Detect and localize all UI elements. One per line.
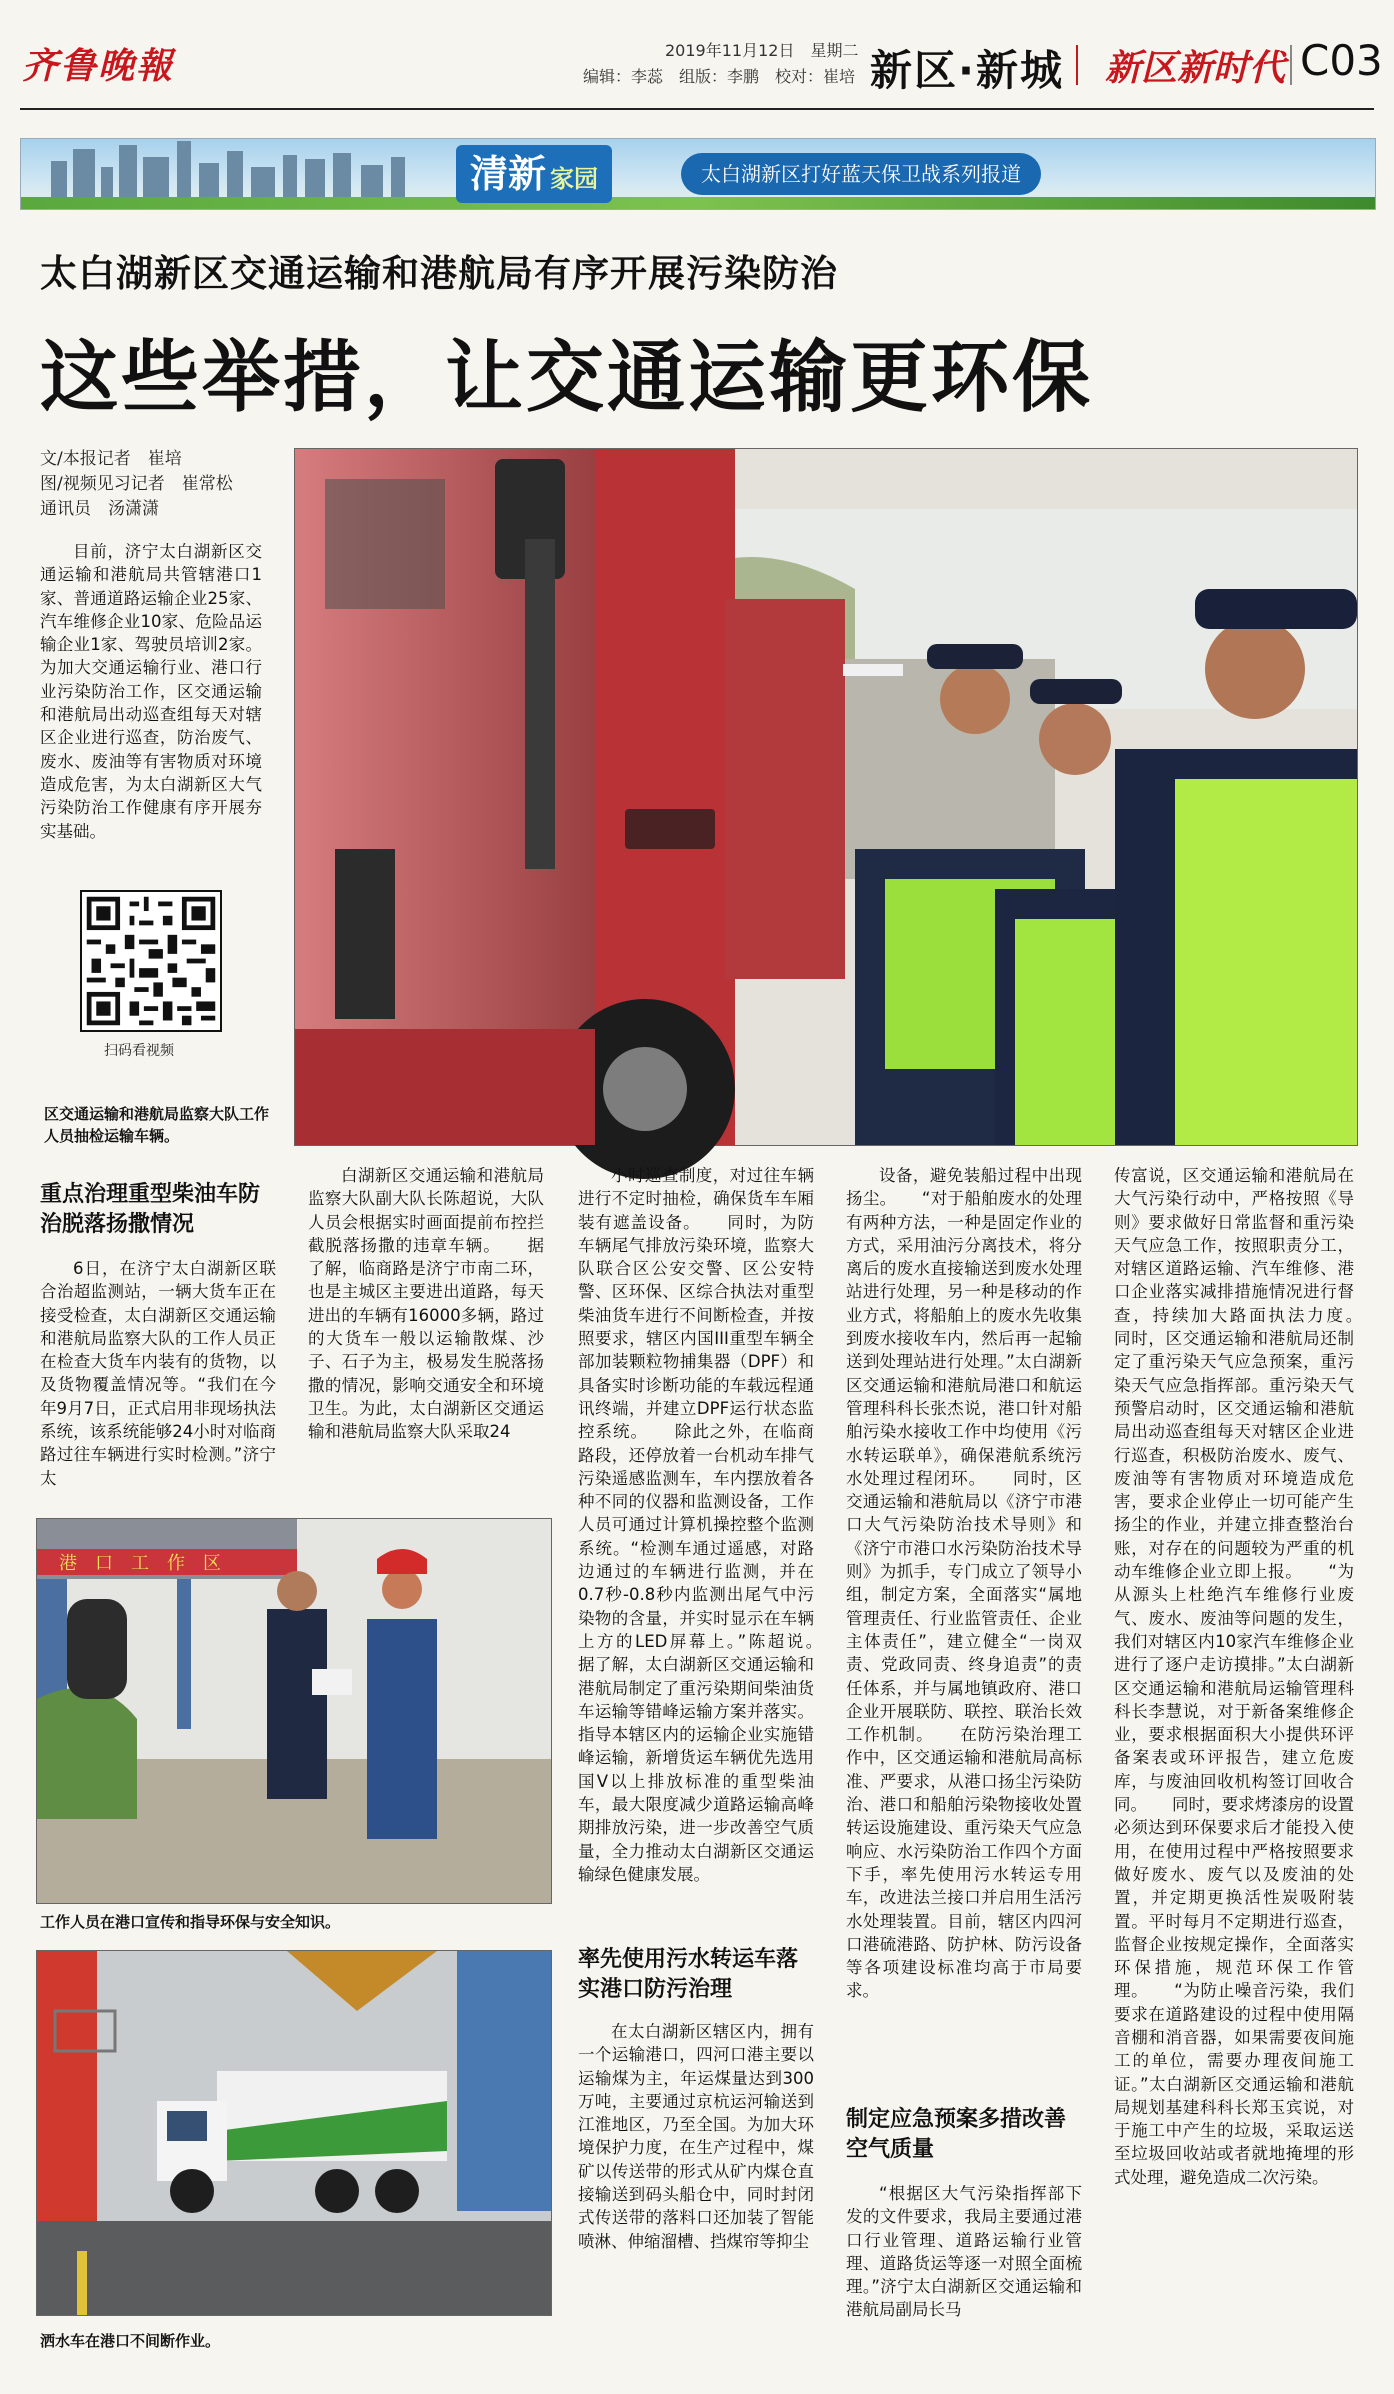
body-col-1: 6日，在济宁太白湖新区联合治超监测站，一辆大货车正在接受检查，太白湖新区交通运输和港航局监察大队的工作人员正在检查大货车内装有的货物，以及货物覆盖情况等。“我们在今年9月7日，正式启用非现场执法系统，该系统能够24小时对临商路过往车辆进行实时检测。”济宁太 xyxy=(40,1259,276,1488)
main-photo-caption: 区交通运输和港航局监察大队工作人员抽检运输车辆。 xyxy=(44,1105,270,1145)
byline xyxy=(40,447,280,522)
series-tag: 太白湖新区打好蓝天保卫战系列报道 xyxy=(681,153,1041,195)
body-col-2: 白湖新区交通运输和港航局监察大队副大队长陈超说，大队人员会根据实时画面提前布控拦截脱落扬撒的违章车辆。 据了解，临商路是济宁市南二环，也是主城区主要进出道路，每天进出的车辆有16000多辆，路过的大货车一般以运输散煤、沙子、石子为主，极易发生脱落扬撒的情况，影响交通安全和环境卫生。为此，太白湖新区交通运输和港航局监察大队采取24 xyxy=(308,1166,544,1442)
byline-correspondent: 通讯员 汤潇潇 xyxy=(40,499,159,519)
port-photo-caption: 工作人员在港口宣传和指导环保与安全知识。 xyxy=(40,1913,341,1931)
divider xyxy=(1290,45,1292,85)
port-photo xyxy=(36,1518,552,1904)
body-col-4b: “根据区大气污染指挥部下发的文件要求，我局主要通过港口行业管理、道路运输行业管理、道路货运等逐一对照全面梳理。”济宁太白湖新区交通运输和港航局副局长马 xyxy=(846,2184,1082,2320)
port-sign-text: 港 口 工 作 区 xyxy=(59,1553,221,1574)
qr-code[interactable] xyxy=(80,890,222,1032)
body-col-3: 小时巡查制度，对过往车辆进行不定时抽检，确保货车车厢装有遮盖设备。 同时，为防车辆尾气排放污染环境，监察大队联合区公安交警、区公安特警、区环保、区综合执法对重型柴油货车进行不间断检查，并按照要求，辖区内国III重型车辆全部加装颗粒物捕集器（DPF）和具备实时诊断功能的车载远程通讯终端，并建立DPF运行状态监控系统。 除此之外，在临商路段，还停放着一台机动车排气污染遥感监测车，车内摆放着各种不同的仪器和监测设备，工作人员可通过计算机操控整个监测系统。“检测车通过遥感，对路边通过的车辆进行监测，并在0.7秒-0.8秒内监测出尾气中污染物的含量，并实时显示在车辆上方的LED屏幕上。”陈超说。 据了解，太白湖新区交通运输和港航局制定了重污染期间柴油货车运输等错峰运输方案并落实。指导本辖区内的运输企业实施错峰运输，新增货运车辆优先选用国V以上排放标准的重型柴油车，最大限度减少道路运输高峰期排放污染，进一步改善空气质量，全力推动太白湖新区交通运输绿色健康发展。 xyxy=(578,1166,847,1884)
section-title: 新区·新城 xyxy=(870,46,1064,95)
article-headline: 这些举措，让交通运输更环保 xyxy=(40,333,1094,423)
qr-label: 扫码看视频 xyxy=(104,1043,174,1059)
truck-photo-caption: 洒水车在港口不间断作业。 xyxy=(40,2332,221,2350)
subhead-sewage: 率先使用污水转运车落实港口防污治理 xyxy=(578,1947,799,2002)
header-rule xyxy=(20,108,1374,110)
byline-reporter: 文/本报记者 崔培 xyxy=(40,449,182,469)
body-col-5: 传富说，区交通运输和港航局在大气污染行动中，严格按照《导则》要求做好日常监督和重污染天气应急工作，按照职责分工，对辖区道路运输、汽车维修、港口企业落实减排措施情况进行督查，持续加大路面执法力度。 同时，区交通运输和港航局还制定了重污染天气应急预案，重污染天气应急指挥部。重污染天气预警启动时，区交通运输和港航局出动巡查组每天对辖区企业进行巡查，积极防治废水、废气、废油等有害物质对环境造成危害，要求企业停止一切可能产生扬尘的作业，并建立排查整治台账，对存在的问题较为严重的机动车维修企业立即上报。 “为从源头上杜绝汽车维修行业废气、废水、废油等问题的发生，我们对辖区内10家汽车维修企业进行了逐户走访摸排。”太白湖新区交通运输和港航局运输管理科科长李慧说，对于新备案维修企业，要求根据面积大小提供环评备案表或环评报告，建立危废库，与废油回收机构签订回收合同。 同时，要求烤漆房的设置必须达到环保要求后才能投入使用，在使用过程中严格按照要求做好废水、废气以及废油的处置，并定期更换活性炭吸附装置。平时每月不定期进行巡查，监督企业按规定操作，全面落实环保措施，规范环保工作管理。 “为防止噪音污染，我们要求在道路建设的过程中使用隔音棚和消音器，如果需要夜间施工的单位，需要办理夜间施工证。”太白湖新区交通运输和港航局规划基建科科长郑玉宾说，对于施工中产生的垃圾，采取运送至垃圾回收站或者就地掩埋的形式处理，避免造成二次污染。 xyxy=(1114,1166,1387,2187)
byline-photo: 图/视频见习记者 崔常松 xyxy=(40,474,233,494)
subhead-emergency: 制定应急预案多措改善空气质量 xyxy=(846,2107,1067,2162)
sprinkler-truck-photo xyxy=(36,1950,552,2316)
column-logo: 新区新时代 xyxy=(1105,47,1286,89)
series-banner xyxy=(20,138,1376,210)
body-col-4: 设备，避免装船过程中出现扬尘。 “对于船舶废水的处理有两种方法，一种是固定作业的方式，采用油污分离技术，将分离后的废水直接输送到废水处理站进行处理，另一种是移动的作业方式，将船舶上的废水先收集到废水接收车内，然后再一起输送到处理站进行处理。”太白湖新区交通运输和港航局港口和航运管理科科长张杰说，港口针对船舶污染水接收工作中均使用《污水转运联单》，确保港航系统污水处理过程闭环。 同时，区交通运输和港航局以《济宁市港口大气污染防治技术导则》和《济宁市港口水污染防治技术导则》为抓手，专门成立了领导小组，制定方案，全面落实“属地管理责任、行业监管责任、企业主体责任”，建立健全“一岗双责、党政同责、终身追责”的责任体系，并与属地镇政府、港口企业开展联防、联控、联治长效工作机制。 在防污染治理工作中，区交通运输和港航局高标准、严要求，从港口扬尘污染防治、港口和船舶污染物接收处置转运设施建设、重污染天气应急响应、水污染防治工作四个方面下手，率先使用污水转运专用车，改进法兰接口并启用生活污水处理装置。目前，辖区内四河口港硫港路、防护林、防污设备等各项建设标准均高于市局要求。 xyxy=(846,1166,1082,2001)
issue-date: 2019年11月12日 星期二 xyxy=(665,41,859,60)
subhead-diesel: 重点治理重型柴油车防治脱落扬撒情况 xyxy=(40,1182,261,1237)
body-col-3b: 在太白湖新区辖区内，拥有一个运输港口，四河口港主要以运输煤为主，年运煤量达到300万吨，主要通过京杭运河输送到江淮地区，乃至全国。为加大环境保护力度，在生产过程中，煤矿以传送带的形式从矿内煤仓直接输送到码头船仓中，同时封闭式传送带的落料口还加装了智能喷淋、伸缩溜槽、挡煤帘等抑尘 xyxy=(578,2022,814,2251)
main-photo xyxy=(294,448,1358,1146)
article-kicker: 太白湖新区交通运输和港航局有序开展污染防治 xyxy=(40,252,838,295)
newspaper-logo: 齐鲁晚報 xyxy=(22,45,175,87)
staff-credits: 编辑：李蕊 组版：李鹏 校对：崔培 xyxy=(583,67,856,86)
lead-paragraph: 目前，济宁太白湖新区交通运输和港航局共管辖港口1家、普通道路运输企业25家、汽车维修企业10家、危险品运输企业1家、驾驶员培训2家。为加大交通运输行业、港口行业污染防治工作，区交通运输和港航局出动巡查组每天对辖区企业进行巡查，防治废气、废水、废油等有害物质对环境造成危害，为太白湖新区大气污染防治工作健康有序开展夯实基础。 xyxy=(40,542,262,841)
page-number: C03 xyxy=(1300,36,1383,85)
series-brand: 清新 家园 xyxy=(456,145,612,203)
divider xyxy=(1076,45,1078,85)
